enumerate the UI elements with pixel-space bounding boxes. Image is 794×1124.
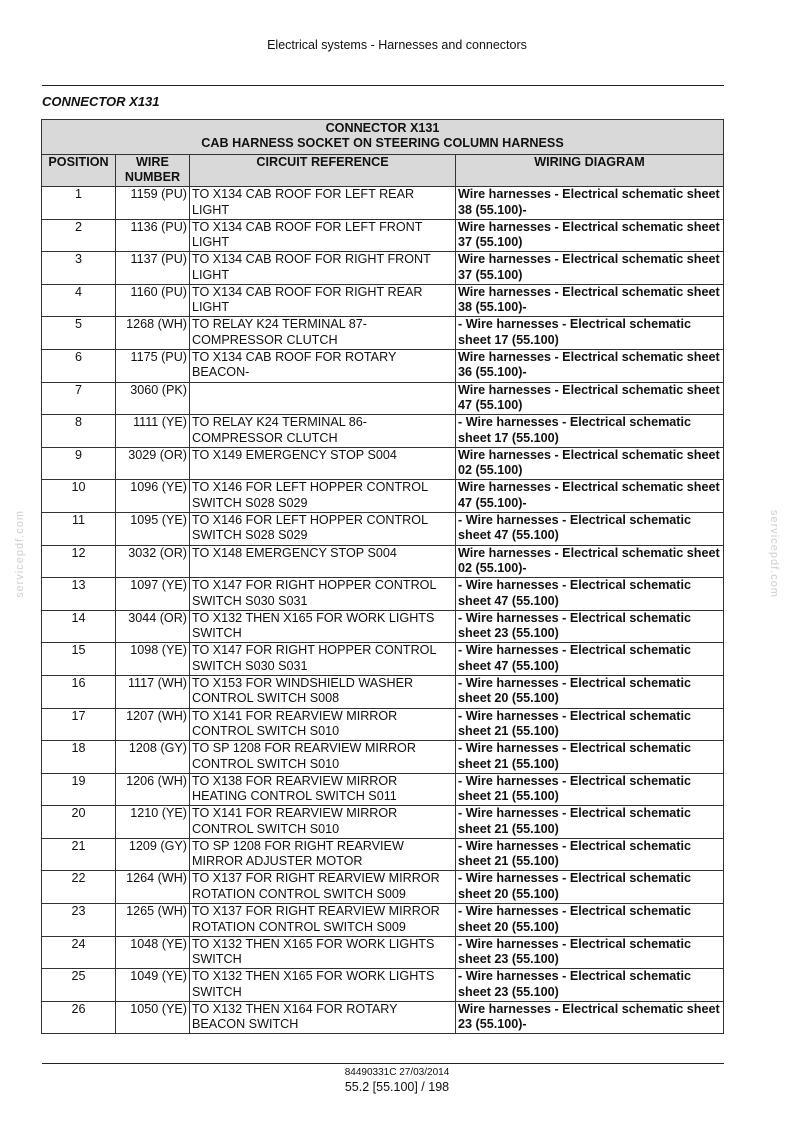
cell-wire-number: 1111 (YE) <box>116 415 190 448</box>
table-row <box>42 1001 724 1034</box>
cell-wire-number: 1117 (WH) <box>116 675 190 708</box>
cell-circuit-reference: TO X153 FOR WINDSHIELD WASHER CONTROL SWITCH S008 <box>190 675 456 708</box>
cell-circuit-reference: TO X147 FOR RIGHT HOPPER CONTROL SWITCH S030 S031 <box>190 643 456 676</box>
cell-position: 21 <box>42 838 116 871</box>
cell-wiring-diagram[interactable]: Wire harnesses - Electrical schematic sheet 37 (55.100) <box>456 252 724 285</box>
cell-position: 13 <box>42 578 116 611</box>
table-row <box>42 773 724 806</box>
cell-position: 25 <box>42 969 116 1002</box>
table-row <box>42 480 724 513</box>
table-row <box>42 284 724 317</box>
cell-wiring-diagram[interactable]: - Wire harnesses - Electrical schematic sheet 21 (55.100) <box>456 773 724 806</box>
cell-circuit-reference: TO X134 CAB ROOF FOR ROTARY BEACON- <box>190 349 456 382</box>
table-row <box>42 610 724 643</box>
cell-position: 22 <box>42 871 116 904</box>
cell-position: 14 <box>42 610 116 643</box>
cell-position: 26 <box>42 1001 116 1034</box>
cell-wiring-diagram[interactable]: - Wire harnesses - Electrical schematic sheet 47 (55.100) <box>456 578 724 611</box>
table-title <box>42 120 724 155</box>
table-row <box>42 741 724 774</box>
cell-position: 6 <box>42 349 116 382</box>
cell-position: 23 <box>42 904 116 937</box>
cell-circuit-reference: TO X141 FOR REARVIEW MIRROR CONTROL SWITCH S010 <box>190 806 456 839</box>
cell-wire-number: 1264 (WH) <box>116 871 190 904</box>
cell-wiring-diagram[interactable]: - Wire harnesses - Electrical schematic sheet 23 (55.100) <box>456 969 724 1002</box>
cell-wire-number: 1049 (YE) <box>116 969 190 1002</box>
table-row <box>42 643 724 676</box>
cell-position: 9 <box>42 447 116 480</box>
cell-wiring-diagram[interactable]: Wire harnesses - Electrical schematic sheet 38 (55.100)- <box>456 284 724 317</box>
column-header-wiring-diagram: WIRING DIAGRAM <box>456 155 724 187</box>
table-row <box>42 675 724 708</box>
cell-wire-number: 1048 (YE) <box>116 936 190 969</box>
cell-wiring-diagram[interactable]: - Wire harnesses - Electrical schematic sheet 21 (55.100) <box>456 806 724 839</box>
cell-position: 12 <box>42 545 116 578</box>
footer-divider <box>42 1063 724 1064</box>
cell-wire-number: 1137 (PU) <box>116 252 190 285</box>
cell-circuit-reference: TO X134 CAB ROOF FOR RIGHT FRONT LIGHT <box>190 252 456 285</box>
cell-wiring-diagram[interactable]: Wire harnesses - Electrical schematic sheet 37 (55.100) <box>456 219 724 252</box>
cell-wire-number: 1207 (WH) <box>116 708 190 741</box>
cell-wire-number: 3029 (OR) <box>116 447 190 480</box>
table-row <box>42 349 724 382</box>
cell-position: 7 <box>42 382 116 415</box>
table-row <box>42 708 724 741</box>
table-body <box>42 187 724 1034</box>
cell-wire-number: 1265 (WH) <box>116 904 190 937</box>
table-row <box>42 871 724 904</box>
table-row <box>42 936 724 969</box>
cell-circuit-reference <box>190 382 456 415</box>
cell-circuit-reference: TO X132 THEN X165 FOR WORK LIGHTS SWITCH <box>190 936 456 969</box>
cell-position: 24 <box>42 936 116 969</box>
cell-position: 5 <box>42 317 116 350</box>
cell-wiring-diagram[interactable]: Wire harnesses - Electrical schematic sheet 47 (55.100) <box>456 382 724 415</box>
cell-position: 11 <box>42 512 116 545</box>
cell-wiring-diagram[interactable]: - Wire harnesses - Electrical schematic sheet 23 (55.100) <box>456 610 724 643</box>
cell-wire-number: 1208 (GY) <box>116 741 190 774</box>
cell-wire-number: 1210 (YE) <box>116 806 190 839</box>
page-number: 55.2 [55.100] / 198 <box>344 1080 450 1094</box>
cell-wiring-diagram[interactable]: - Wire harnesses - Electrical schematic sheet 21 (55.100) <box>456 708 724 741</box>
cell-wiring-diagram[interactable]: - Wire harnesses - Electrical schematic sheet 17 (55.100) <box>456 415 724 448</box>
cell-wire-number: 1209 (GY) <box>116 838 190 871</box>
table-row <box>42 512 724 545</box>
cell-wire-number: 1206 (WH) <box>116 773 190 806</box>
table-row <box>42 806 724 839</box>
cell-circuit-reference: TO RELAY K24 TERMINAL 87-COMPRESSOR CLUTCH <box>190 317 456 350</box>
cell-wire-number: 3032 (OR) <box>116 545 190 578</box>
cell-position: 16 <box>42 675 116 708</box>
table-row <box>42 382 724 415</box>
cell-wire-number: 1136 (PU) <box>116 219 190 252</box>
cell-position: 20 <box>42 806 116 839</box>
section-title: CONNECTOR X131 <box>42 94 160 109</box>
cell-position: 10 <box>42 480 116 513</box>
table-title-line-2: CAB HARNESS SOCKET ON STEERING COLUMN HARNESS <box>201 136 564 150</box>
cell-position: 17 <box>42 708 116 741</box>
cell-wiring-diagram[interactable]: - Wire harnesses - Electrical schematic sheet 20 (55.100) <box>456 904 724 937</box>
cell-wiring-diagram[interactable]: Wire harnesses - Electrical schematic sheet 23 (55.100)- <box>456 1001 724 1034</box>
watermark-left: servicepdf.com <box>14 510 26 598</box>
cell-wire-number: 1097 (YE) <box>116 578 190 611</box>
cell-wiring-diagram[interactable]: - Wire harnesses - Electrical schematic sheet 21 (55.100) <box>456 838 724 871</box>
table-row <box>42 219 724 252</box>
cell-wiring-diagram[interactable]: - Wire harnesses - Electrical schematic sheet 23 (55.100) <box>456 936 724 969</box>
cell-circuit-reference: TO RELAY K24 TERMINAL 86-COMPRESSOR CLUTCH <box>190 415 456 448</box>
cell-wiring-diagram[interactable]: - Wire harnesses - Electrical schematic sheet 20 (55.100) <box>456 675 724 708</box>
cell-position: 3 <box>42 252 116 285</box>
cell-position: 2 <box>42 219 116 252</box>
cell-wiring-diagram[interactable]: Wire harnesses - Electrical schematic sheet 02 (55.100) <box>456 447 724 480</box>
cell-wire-number: 1159 (PU) <box>116 187 190 220</box>
cell-wiring-diagram[interactable]: - Wire harnesses - Electrical schematic sheet 20 (55.100) <box>456 871 724 904</box>
cell-wiring-diagram[interactable]: Wire harnesses - Electrical schematic sheet 02 (55.100)- <box>456 545 724 578</box>
cell-circuit-reference: TO X149 EMERGENCY STOP S004 <box>190 447 456 480</box>
document-code: 84490331C 27/03/2014 <box>344 1067 450 1078</box>
cell-circuit-reference: TO X132 THEN X165 FOR WORK LIGHTS SWITCH <box>190 610 456 643</box>
cell-position: 1 <box>42 187 116 220</box>
cell-circuit-reference: TO X134 CAB ROOF FOR LEFT FRONT LIGHT <box>190 219 456 252</box>
cell-circuit-reference: TO X148 EMERGENCY STOP S004 <box>190 545 456 578</box>
cell-position: 4 <box>42 284 116 317</box>
table-title-line-1: CONNECTOR X131 <box>325 121 440 135</box>
cell-wiring-diagram[interactable]: - Wire harnesses - Electrical schematic sheet 17 (55.100) <box>456 317 724 350</box>
cell-wiring-diagram[interactable]: - Wire harnesses - Electrical schematic sheet 47 (55.100) <box>456 643 724 676</box>
cell-wire-number: 3060 (PK) <box>116 382 190 415</box>
table-row <box>42 252 724 285</box>
table-row <box>42 904 724 937</box>
cell-circuit-reference: TO X137 FOR RIGHT REARVIEW MIRROR ROTATION CONTROL SWITCH S009 <box>190 871 456 904</box>
connector-table <box>41 119 724 1034</box>
cell-wiring-diagram[interactable]: - Wire harnesses - Electrical schematic sheet 47 (55.100) <box>456 512 724 545</box>
page-header: Electrical systems - Harnesses and connectors <box>267 38 527 52</box>
cell-position: 8 <box>42 415 116 448</box>
watermark-right: servicepdf.com <box>768 510 780 598</box>
cell-wire-number: 1096 (YE) <box>116 480 190 513</box>
cell-wire-number: 1098 (YE) <box>116 643 190 676</box>
cell-wire-number: 3044 (OR) <box>116 610 190 643</box>
table-row <box>42 317 724 350</box>
cell-circuit-reference: TO SP 1208 FOR RIGHT REARVIEW MIRROR ADJUSTER MOTOR <box>190 838 456 871</box>
cell-circuit-reference: TO SP 1208 FOR REARVIEW MIRROR CONTROL SWITCH S010 <box>190 741 456 774</box>
cell-circuit-reference: TO X137 FOR RIGHT REARVIEW MIRROR ROTATION CONTROL SWITCH S009 <box>190 904 456 937</box>
cell-position: 18 <box>42 741 116 774</box>
cell-wiring-diagram[interactable]: Wire harnesses - Electrical schematic sheet 38 (55.100)- <box>456 187 724 220</box>
cell-circuit-reference: TO X134 CAB ROOF FOR LEFT REAR LIGHT <box>190 187 456 220</box>
column-header-position: POSITION <box>42 155 116 187</box>
cell-circuit-reference: TO X147 FOR RIGHT HOPPER CONTROL SWITCH S030 S031 <box>190 578 456 611</box>
cell-circuit-reference: TO X134 CAB ROOF FOR RIGHT REAR LIGHT <box>190 284 456 317</box>
table-row <box>42 838 724 871</box>
cell-circuit-reference: TO X141 FOR REARVIEW MIRROR CONTROL SWITCH S010 <box>190 708 456 741</box>
table-row <box>42 578 724 611</box>
cell-circuit-reference: TO X146 FOR LEFT HOPPER CONTROL SWITCH S028 S029 <box>190 480 456 513</box>
cell-wire-number: 1095 (YE) <box>116 512 190 545</box>
cell-wire-number: 1268 (WH) <box>116 317 190 350</box>
table-row <box>42 187 724 220</box>
cell-wiring-diagram[interactable]: - Wire harnesses - Electrical schematic sheet 21 (55.100) <box>456 741 724 774</box>
cell-wiring-diagram[interactable]: Wire harnesses - Electrical schematic sheet 36 (55.100)- <box>456 349 724 382</box>
cell-position: 15 <box>42 643 116 676</box>
cell-wire-number: 1160 (PU) <box>116 284 190 317</box>
cell-circuit-reference: TO X132 THEN X164 FOR ROTARY BEACON SWITCH <box>190 1001 456 1034</box>
cell-position: 19 <box>42 773 116 806</box>
column-header-circuit-reference: CIRCUIT REFERENCE <box>190 155 456 187</box>
cell-circuit-reference: TO X132 THEN X165 FOR WORK LIGHTS SWITCH <box>190 969 456 1002</box>
table-title-row <box>42 120 724 155</box>
cell-circuit-reference: TO X138 FOR REARVIEW MIRROR HEATING CONTROL SWITCH S011 <box>190 773 456 806</box>
cell-wiring-diagram[interactable]: Wire harnesses - Electrical schematic sheet 47 (55.100)- <box>456 480 724 513</box>
cell-wire-number: 1050 (YE) <box>116 1001 190 1034</box>
header-divider <box>42 85 724 86</box>
table-header-row <box>42 155 724 187</box>
table-row <box>42 545 724 578</box>
table-row <box>42 447 724 480</box>
column-header-wire-number: WIRE NUMBER <box>116 155 190 187</box>
table-row <box>42 415 724 448</box>
cell-circuit-reference: TO X146 FOR LEFT HOPPER CONTROL SWITCH S028 S029 <box>190 512 456 545</box>
table-row <box>42 969 724 1002</box>
cell-wire-number: 1175 (PU) <box>116 349 190 382</box>
